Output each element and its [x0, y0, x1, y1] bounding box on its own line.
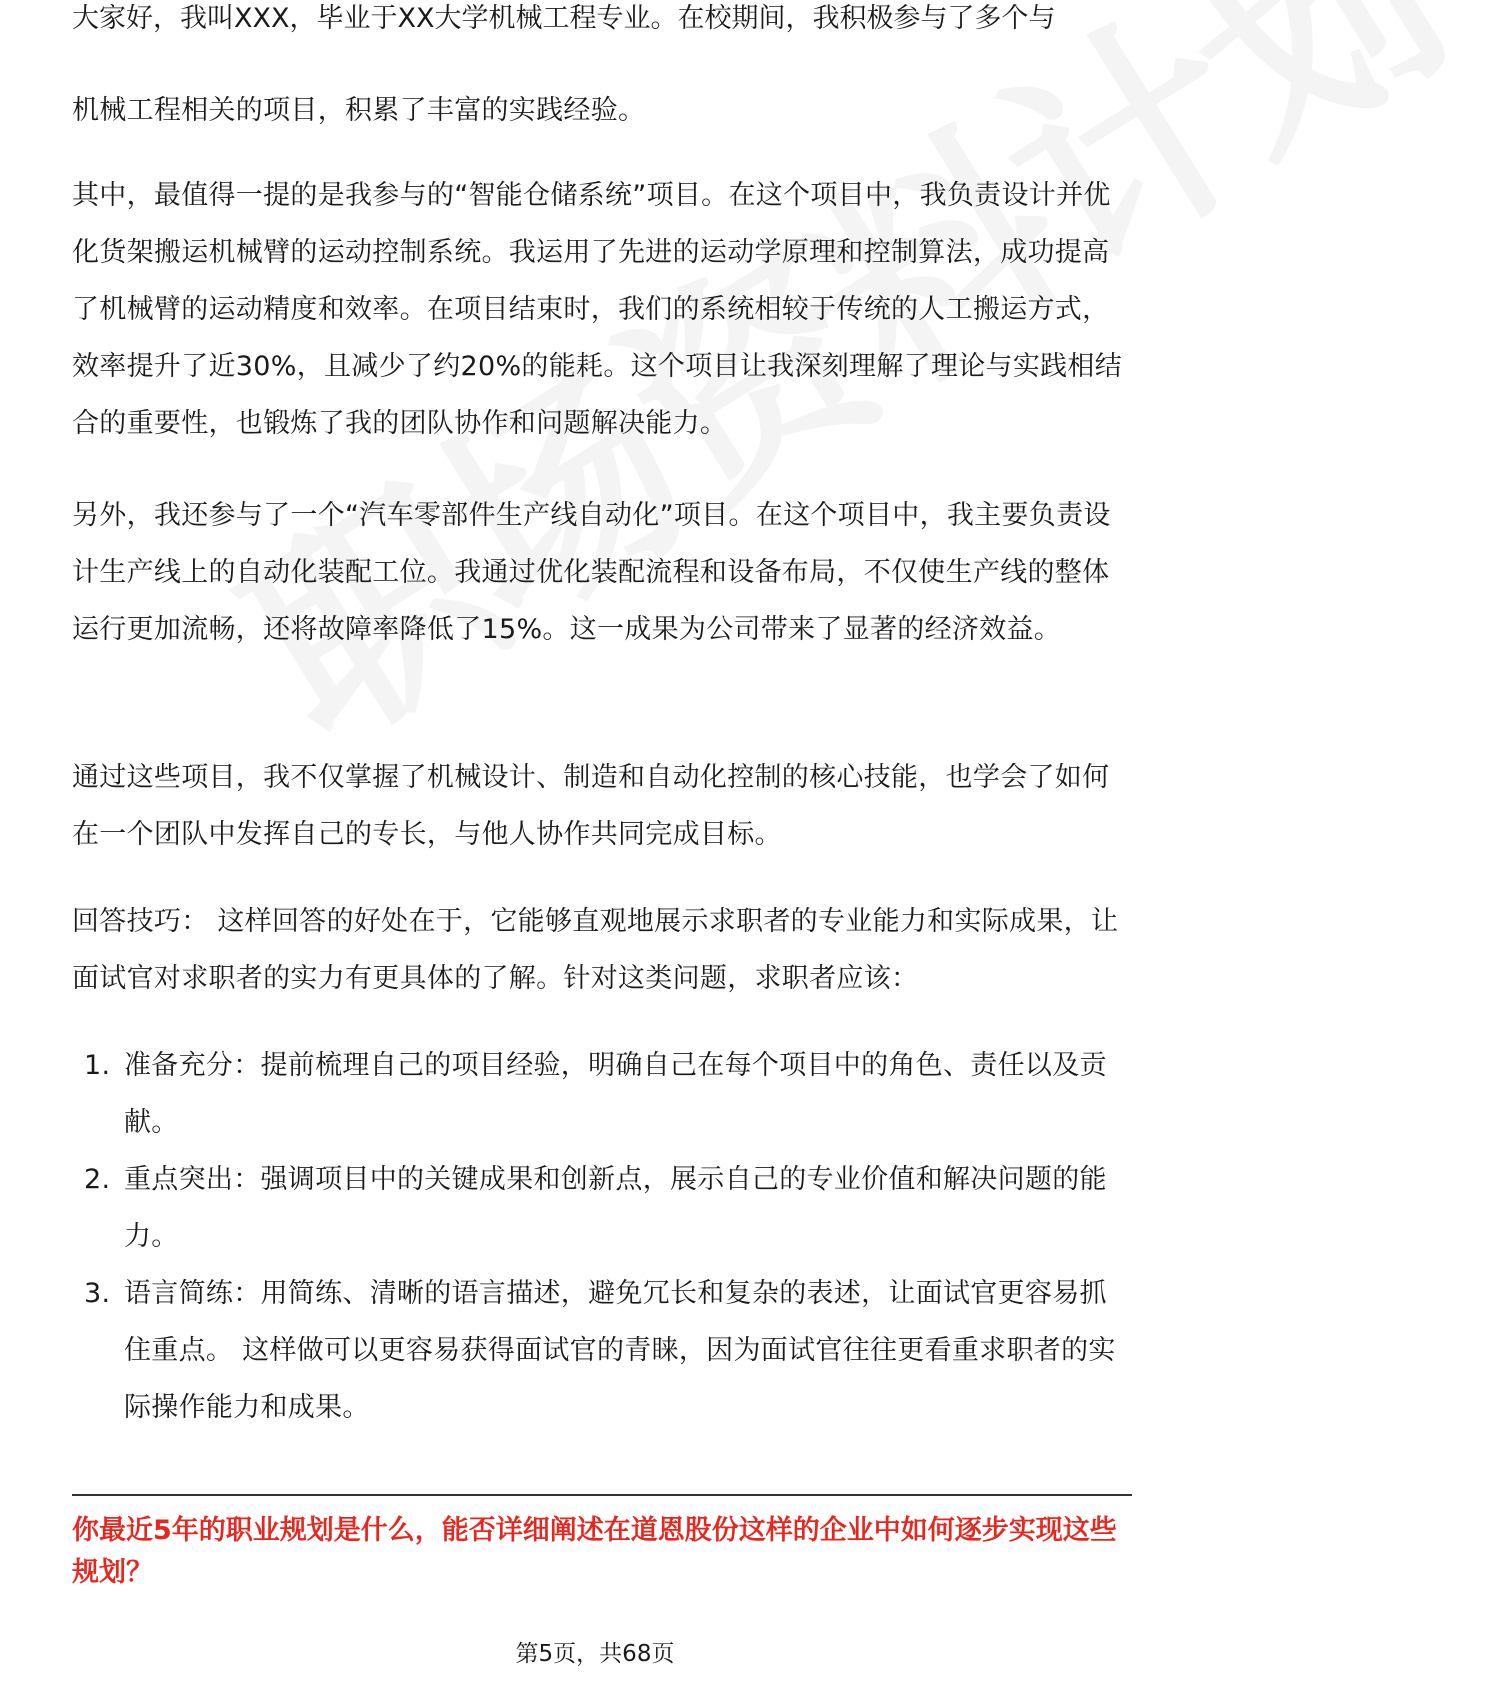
next-question-heading: 你最近5年的职业规划是什么，能否详细阐述在道恩股份这样的企业中如何逐步实现这些规划？: [72, 1515, 1117, 1588]
paragraph-warehouse-project: 其中，最值得一提的是我参与的“智能仓储系统”项目。在这个项目中，我负责设计并优化货架搬运机械臂的运动控制系统。我运用了先进的运动学原理和控制算法，成功提高了机械臂的运动精度和效率。在项目结束时，我们的系统相较于传统的人工搬运方式，效率提升了近30%，且减少了约20%的能耗。这个项目让我深刻理解了理论与实践相结合的重要性，也锻炼了我的团队协作和问题解决能力。: [72, 180, 1123, 439]
list-item: [72, 1037, 1132, 1151]
list-item-number: 2.: [84, 1164, 111, 1195]
list-item-number: 3.: [84, 1278, 111, 1309]
section-divider: [72, 1494, 1132, 1496]
paragraph-answer-tips: 回答技巧： 这样回答的好处在于，它能够直观地展示求职者的专业能力和实际成果，让面试官对求职者的实力有更具体的了解。针对这类问题，求职者应该：: [72, 906, 1119, 994]
paragraph-auto-parts-project: 另外，我还参与了一个“汽车零部件生产线自动化”项目。在这个项目中，我主要负责设计生产线上的自动化装配工位。我通过优化装配流程和设备布局，不仅使生产线的整体运行更加流畅，还将故障率降低了15%。这一成果为公司带来了显著的经济效益。: [72, 500, 1111, 645]
list-item: [72, 1151, 1132, 1265]
list-item: [72, 1265, 1132, 1436]
list-item-number: 1.: [84, 1050, 111, 1081]
list-item-text: 准备充分：提前梳理自己的项目经验，明确自己在每个项目中的角色、责任以及贡献。: [124, 1050, 1107, 1138]
paragraph-summary: 通过这些项目，我不仅掌握了机械设计、制造和自动化控制的核心技能，也学会了如何在一个团队中发挥自己的专长，与他人协作共同完成目标。: [72, 762, 1110, 850]
list-item-text: 重点突出：强调项目中的关键成果和创新点，展示自己的专业价值和解决问题的能力。: [124, 1164, 1107, 1252]
paragraph-intro-end: 机械工程相关的项目，积累了丰富的实践经验。: [72, 95, 646, 126]
cut-off-text: 大家好，我叫XXX，毕业于XX大学机械工程专业。在校期间，我积极参与了多个与: [72, 3, 1056, 34]
page-number: 第5页，共68页: [515, 1641, 675, 1667]
tips-list: [72, 1037, 1132, 1436]
list-item-text: 语言简练：用简练、清晰的语言描述，避免冗长和复杂的表述，让面试官更容易抓住重点。 这样做可以更容易获得面试官的青睐，因为面试官往往更看重求职者的实际操作能力和成果。: [124, 1278, 1116, 1423]
cut-off-text-line: [72, 3, 1132, 52]
